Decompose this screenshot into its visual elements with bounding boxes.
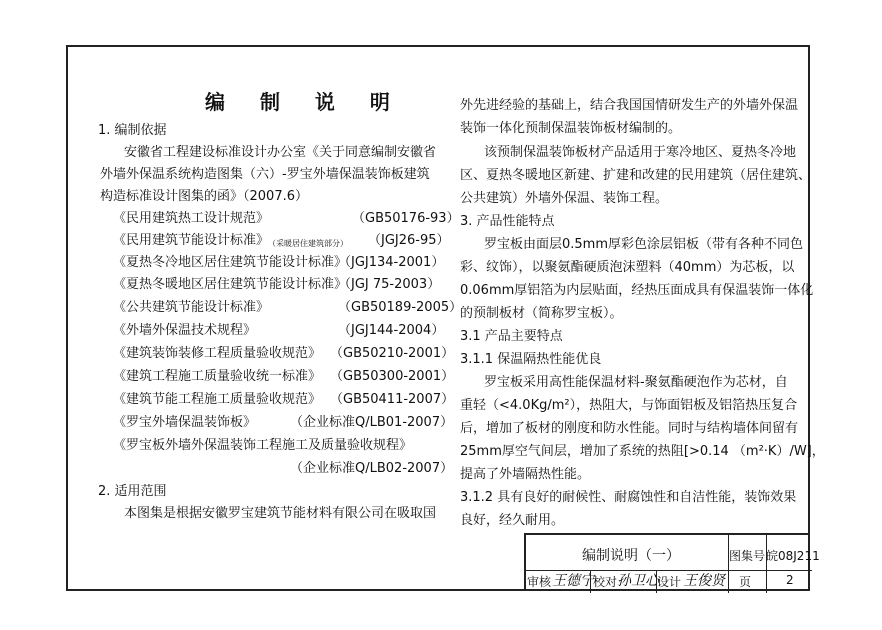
section-3-heading: 3. 产品性能特点 bbox=[460, 214, 555, 229]
right-para-line: 的预制板材（简称罗宝板）。 bbox=[460, 306, 623, 321]
standard-code: （JGJ134-2001） bbox=[338, 255, 445, 270]
standard-code: （GB50411-2007） bbox=[330, 392, 455, 407]
atlas-label: 图集号 bbox=[729, 549, 766, 563]
design-signature: 王俊贤 bbox=[683, 573, 725, 589]
drawing-title: 编制说明（一） bbox=[582, 548, 680, 564]
standard-name: 《罗宝板外墙外保温装饰工程施工及质量验收规程》 bbox=[113, 438, 413, 453]
page-title: 编 制 说 明 bbox=[205, 90, 404, 114]
standard-name: 《民用建筑热工设计规范》 bbox=[113, 211, 270, 226]
right-para-line: 公共建筑）外墙外保温、装饰工程。 bbox=[460, 191, 669, 206]
section-3-1-1-heading: 3.1.1 保温隔热性能优良 bbox=[460, 352, 602, 367]
standard-name: 《夏热冬冷地区居住建筑节能设计标准》 bbox=[113, 255, 348, 270]
right-para-line: 装饰一体化预制保温装饰板材编制的。 bbox=[460, 121, 682, 136]
design-label: 设计 bbox=[657, 575, 682, 589]
section-3-1-heading: 3.1 产品主要特点 bbox=[460, 329, 563, 344]
divider bbox=[728, 535, 729, 593]
standard-name: 《民用建筑节能设计标准》 bbox=[113, 233, 270, 248]
right-para-line: 彩、纹饰），以聚氨酯硬质泡沫塑料（40mm）为芯板，以 bbox=[460, 260, 795, 275]
section-2-heading: 2. 适用范围 bbox=[98, 484, 167, 499]
section-1-heading: 1. 编制依据 bbox=[98, 123, 167, 138]
s1-para-line: 构造标准设计图集的函》（2007.6） bbox=[100, 189, 308, 204]
standard-code: （JGJ 75-2003） bbox=[338, 277, 441, 292]
right-para-line: 区、夏热冬暖地区新建、扩建和改建的民用建筑（居住建筑、 bbox=[460, 168, 812, 183]
page-label: 页 bbox=[739, 575, 752, 589]
standard-name: 《建筑装饰装修工程质量验收规范》 bbox=[113, 346, 322, 361]
standard-code: （JGJ26-95） bbox=[368, 233, 450, 248]
standard-code: （GB50189-2005） bbox=[338, 300, 463, 315]
s1-para-line: 外墙外保温系统构造图集（六）-罗宝外墙保温装饰板建筑 bbox=[100, 167, 430, 182]
right-para-line: 重轻（<4.0Kg/m²），热阻大，与饰面铝板及铝箔热压复合 bbox=[460, 398, 798, 413]
s2-para-line: 本图集是根据安徽罗宝建筑节能材料有限公司在吸取国 bbox=[124, 506, 437, 521]
standard-name: 《公共建筑节能设计标准》 bbox=[113, 300, 270, 315]
standard-code: （GB50176-93） bbox=[352, 211, 460, 226]
standard-code: （GB50210-2001） bbox=[330, 346, 455, 361]
standard-name: 《建筑工程施工质量验收统一标准》 bbox=[113, 369, 322, 384]
right-para-line: 后，增加了板材的刚度和防水性能。同时与结构墙体间留有 bbox=[460, 421, 799, 436]
right-para-line: 该预制保温装饰板材产品适用于寒冷地区、夏热冬冷地 bbox=[484, 145, 797, 160]
section-3-1-2-heading: 3.1.2 具有良好的耐候性、耐腐蚀性和自洁性能，装饰效果 bbox=[460, 490, 797, 505]
atlas-number: 皖08J211 bbox=[766, 549, 820, 563]
right-para-line: 提高了外墙隔热性能。 bbox=[460, 467, 591, 482]
right-para-line: 0.06mm厚铝箔为内层贴面，经热压面成具有保温装饰一体化 bbox=[460, 283, 814, 298]
page-number: 2 bbox=[786, 573, 794, 587]
standard-code: （JGJ144-2004） bbox=[338, 323, 445, 338]
check-signature: 孙卫心 bbox=[617, 573, 659, 589]
standard-name: 《建筑节能工程施工质量验收规范》 bbox=[113, 392, 322, 407]
standard-name: 《罗宝外墙保温装饰板》 bbox=[113, 415, 257, 430]
right-para-line: 良好，经久耐用。 bbox=[460, 513, 565, 528]
review-signature: 王德宁 bbox=[552, 573, 594, 589]
divider bbox=[766, 535, 767, 593]
right-para-line: 外先进经验的基础上，结合我国国情研发生产的外墙外保温 bbox=[460, 98, 799, 113]
s1-para-line: 安徽省工程建设标准设计办公室《关于同意编制安徽省 bbox=[124, 145, 437, 160]
standard-name: 《外墙外保温技术规程》 bbox=[113, 323, 257, 338]
standard-code: （企业标准Q/LB02-2007） bbox=[290, 461, 454, 476]
right-para-line: 25mm厚空气间层，增加了系统的热阻[>0.14 （m²·K）/W]， bbox=[460, 444, 825, 459]
check-label: 校对 bbox=[593, 575, 618, 589]
right-para-line: 罗宝板由面层0.5mm厚彩色涂层铝板（带有各种不同色 bbox=[484, 237, 804, 252]
standard-name: 《夏热冬暖地区居住建筑节能设计标准》 bbox=[113, 277, 348, 292]
standard-code: （GB50300-2001） bbox=[330, 369, 455, 384]
standard-note: （采暖居住建筑部分） bbox=[268, 239, 348, 248]
right-para-line: 罗宝板采用高性能保温材料-聚氨酯硬泡作为芯材，自 bbox=[484, 375, 788, 390]
standard-code: （企业标准Q/LB01-2007） bbox=[290, 415, 454, 430]
review-label: 审核 bbox=[527, 575, 552, 589]
